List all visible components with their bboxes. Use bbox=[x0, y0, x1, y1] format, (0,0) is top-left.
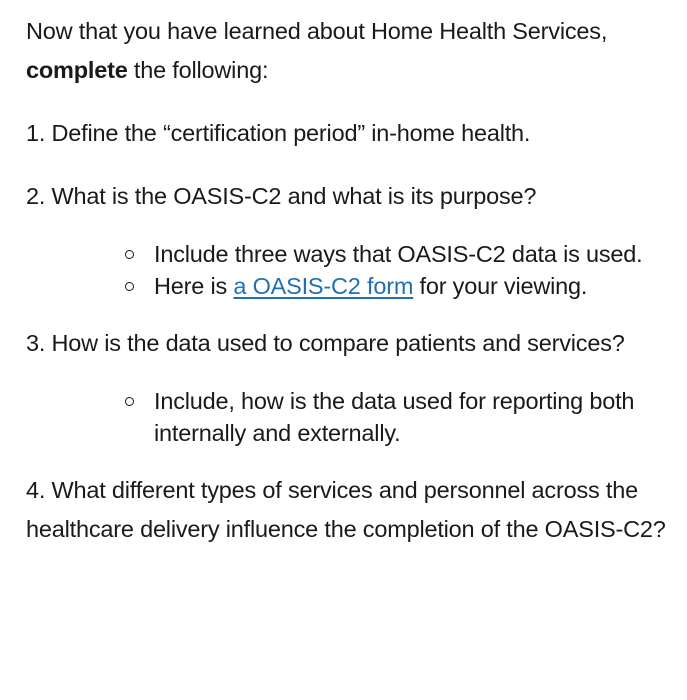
question-3-bullet-list bbox=[26, 385, 666, 449]
question-4: 4. What different types of services and personnel across the healthcare delivery influence the completion of the OASIS-C2? bbox=[26, 477, 666, 542]
hollow-bullet-icon bbox=[125, 282, 134, 291]
intro-bold-word: complete bbox=[26, 57, 128, 83]
intro-paragraph bbox=[26, 12, 666, 90]
question-1: 1. Define the “certification period” in-home health. bbox=[26, 120, 531, 146]
list-item bbox=[154, 270, 666, 302]
question-2-bullet-list bbox=[26, 238, 666, 302]
assignment-instructions bbox=[26, 12, 666, 549]
bullet-text-after: for your viewing. bbox=[413, 273, 588, 299]
list-item bbox=[154, 385, 666, 449]
intro-text-before: Now that you have learned about Home Health Services, bbox=[26, 18, 608, 44]
question-2: 2. What is the OASIS-C2 and what is its purpose? bbox=[26, 183, 537, 209]
list-item bbox=[154, 238, 666, 270]
intro-text-after: the following: bbox=[127, 57, 269, 83]
bullet-text: Include, how is the data used for reporting both internally and externally. bbox=[154, 388, 635, 446]
hollow-bullet-icon bbox=[125, 397, 134, 406]
hollow-bullet-icon bbox=[125, 250, 134, 259]
bullet-text: Include three ways that OASIS-C2 data is used. bbox=[154, 241, 643, 267]
bullet-text-before: Here is bbox=[154, 273, 234, 299]
question-3: 3. How is the data used to compare patients and services? bbox=[26, 330, 625, 356]
oasis-c2-form-link[interactable]: a OASIS-C2 form bbox=[233, 273, 414, 299]
